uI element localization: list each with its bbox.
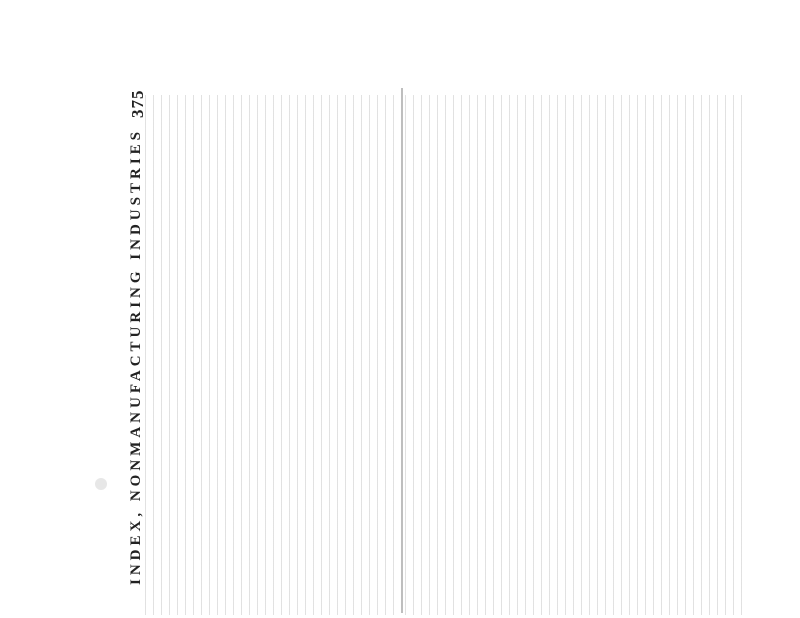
left-index-text-block [145, 95, 400, 615]
scan-speck [95, 478, 107, 490]
column-divider [401, 88, 403, 613]
page-title: INDEX, NONMANUFACTURING INDUSTRIES [128, 128, 144, 585]
right-index-text-block [405, 95, 745, 615]
page-number: 375 [128, 89, 147, 118]
